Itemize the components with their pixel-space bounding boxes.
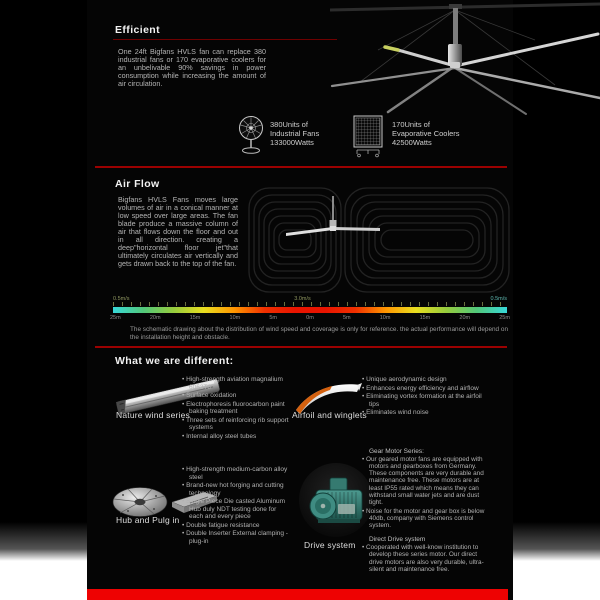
gear-motor-group [362,448,492,529]
bullet-item: • Double Inserter External clamping - plug-in [182,530,290,545]
direct-drive-bullets [362,544,492,573]
feature-caption-airfoil: Airfoil and winglets [292,410,367,420]
stat-line: 42500Watts [392,138,432,147]
bullet-item: • Eliminating vortex formation at the airfoil tips [362,393,490,408]
airflow-body: Bigfans HVLS Fans moves large volumes of air in a conical manner at low speed over large areas. The fan blade produce a massive column of air that flows down the floor and out in all direction. creating a deep"horizontal floor jet"that ultimately circulates air vertically and gets drawn back to the top of the fan. [118,195,238,268]
stat-line: Evaporative Coolers [392,129,460,138]
nature-wind-bullets [182,376,290,441]
airfoil-bullets [362,376,490,418]
bullet-item: • Eliminates wind noise [362,409,490,417]
efficient-body: One 24ft Bigfans HVLS fan can replace 380 industrial fans or 170 evaporative coolers for an unbelivable 90% savings in power consumption while increasing the amount of air circulation. [118,47,266,88]
distance-labels [110,315,510,321]
airflow-title: Air Flow [115,178,160,190]
wind-speed-gradient-bar [113,307,507,313]
stat-industrial-fans [270,120,319,147]
efficient-title: Efficient [115,24,161,36]
bullet-item: • Internal alloy steel tubes [182,433,290,441]
stat-line: 170Units of [392,120,430,129]
bullet-item: • Double fatigue resistance [182,522,290,530]
bullet-item: • Three sets of reinforcing rib support systems [182,417,290,432]
bullet-item: • High-strength medium-carbon alloy steel [182,466,290,481]
bullet-item: • Our geared motor fans are equipped with motors and gearboxes from Germany. These components are very durable and maintenance free. These motors are at least IP55 rated which means they can withstand small water jets and are dust tight. [362,456,492,507]
airflow-divider [95,166,507,168]
scale-caption: The schematic drawing about the distribution of wind speed and coverage is only for reference. the actual performance will depend on the installation height and obstacle. [130,326,508,341]
bullet-item: • Electrophoresis fluorocarbon paint baking treatment [182,401,290,416]
distance-label: 25m [499,315,510,321]
feature-caption-nature-wind: Nature wind series [116,410,190,420]
bullet-item: • Unique aerodynamic design [362,376,490,384]
distance-label: 15m [189,315,201,321]
gear-motor-heading: Gear Motor Series: [369,448,424,455]
feature-caption-hub: Hub and Pulg in [116,515,180,525]
stat-evaporative-coolers [392,120,460,147]
distance-label: 20m [149,315,161,321]
ruler-ticks [113,302,507,306]
direct-drive-group [362,536,492,573]
bottom-red-bar [87,589,508,600]
evaporative-cooler-icon [352,114,384,158]
distance-label: 15m [419,315,431,321]
bullet-item: • Enhances energy efficiency and airflow [362,385,490,393]
gear-motor-bullets [362,456,492,530]
feature-caption-drive: Drive system [304,540,356,550]
bullet-item: • Cooperated with well-know institution to develop these series motor. Our direct drive motors are also very durable, ultra-silent and maintenance free. [362,544,492,573]
distance-label: 10m [229,315,241,321]
bullet-item: • Brand-new hot forging and cutting technology [182,482,290,497]
airflow-schematic [240,182,515,300]
stat-line: Industrial Fans [270,129,320,138]
distance-label: 0m [306,315,314,321]
speed-label-right: 0.5m/s [490,296,507,302]
speed-label-center: 3.0m/s [294,296,311,302]
ceiling-fan-photo [330,0,600,115]
distance-label: 25m [110,315,121,321]
stat-line: 133000Watts [270,138,314,147]
bullet-item: • High-strength aviation magnalium 6063T6 [182,376,290,391]
distance-label: 5m [342,315,351,321]
bullet-item: • Noise for the motor and gear box is below 40db, company with Siemens control system. [362,508,492,530]
drive-system-text [362,448,492,574]
different-divider [95,346,507,348]
distance-label: 20m [459,315,471,321]
efficient-underline [113,39,337,40]
different-title: What we are different: [115,355,234,367]
stat-line: 380Units of [270,120,308,129]
hub-bullets [182,466,290,546]
pedestal-fan-icon [238,114,264,158]
page-margin-left [0,0,87,600]
distance-label: 5m [269,315,278,321]
direct-drive-heading: Direct Drive system [369,536,426,544]
distance-label: 10m [379,315,391,321]
bullet-item: • Surface oxidation [182,392,290,400]
bullet-item: • Single Piece Die casted Aluminum Hub duly NDT testing done for each and every piece [182,498,290,521]
speed-label-left: 0.5m/s [113,296,130,302]
